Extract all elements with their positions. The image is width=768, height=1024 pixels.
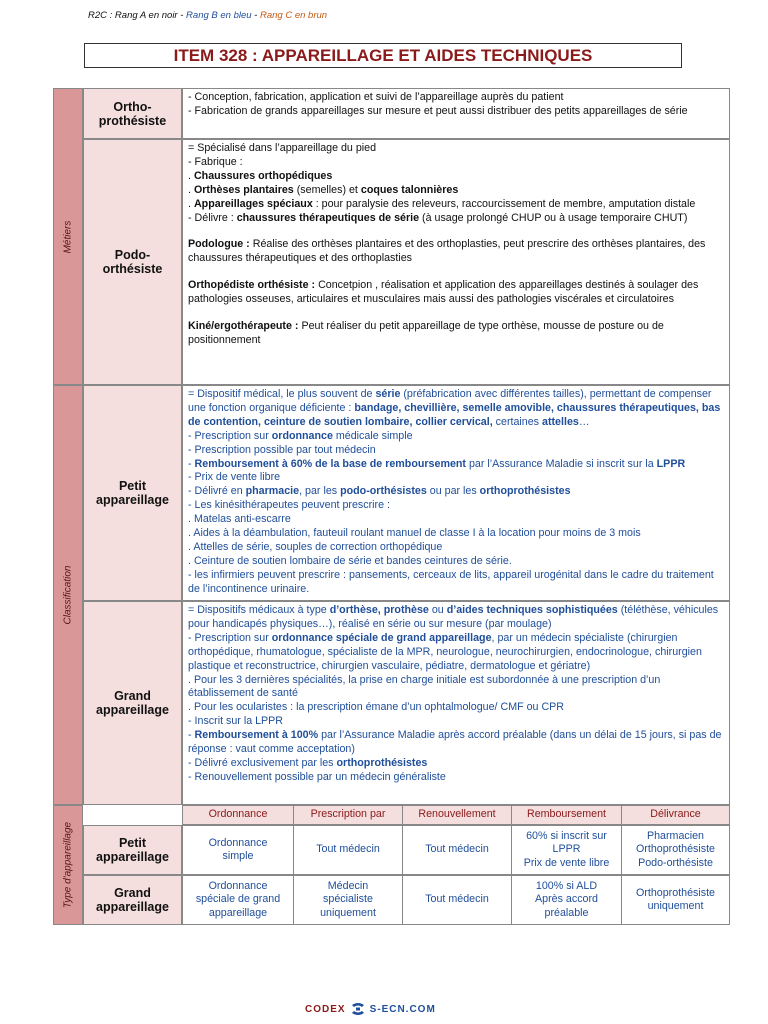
- table-row: Ordonnance simple Tout médecin Tout médecin 60% si inscrit sur LPPR Prix de vente libre Pharmacien Orthoprothésiste Podo-orthésiste: [182, 825, 730, 875]
- table-header: [182, 805, 730, 825]
- table-row: Ordonnance spéciale de grand appareillage Médecin spécialiste uniquement Tout médecin 100% si ALD Après accord préalable Orthoprothésiste uniquement: [182, 875, 730, 925]
- footer-logo: [305, 1002, 436, 1016]
- table-row-label-petit: Petit appareillage: [83, 825, 182, 875]
- row-label-grand: Grand appareillage: [83, 601, 182, 805]
- side-band-type: Type d'appareillage: [53, 805, 83, 925]
- legend-black: R2C : Rang A en noir: [88, 10, 178, 21]
- s-ecn-logo-icon: [350, 1002, 366, 1016]
- table-row-label-grand: Grand appareillage: [83, 875, 182, 925]
- podo-content: = Spécialisé dans l’appareillage du pied - Fabrique : . Chaussures orthopédiques . Orthèses plantaires (semelles) et coques talonnières . Appareillages spéciaux : pour paralysie des releveurs, raccourcissement de membre, amputation distale - Délivre : chaussures thérapeutiques de série (à usage prolongé CHUP ou à usage temporaire CHUT) Podologue : Réalise des orthèses plantaires et des orthoplasties, peut prescrire des orthèses plantaires, des chaussures thérapeutiques et des orthoplasties Orthopédiste orthésiste : Concetpion , réalisation et application des appareillages destinés à soulager des pathologies osseuses, articulaires et musculaires mais aussi des pathologies viscérales et circulatoires Kiné/ergothérapeute : Peut réaliser du petit appareillage de type orthèse, mousse de posture ou de positionnement: [182, 139, 730, 385]
- grand-content: = Dispositifs médicaux à type d’orthèse, prothèse ou d’aides techniques sophistiquées (téléthèse, véhicules pour handicapés physiques…), réalisé en série ou sur mesure (par moulage) - Prescription sur ordonnance spéciale de grand appareillage, par un médecin spécialiste (chirurgien orthopédique, rhumatologue, spécialiste de la MPR, neurologue, neurochirurgien, endocrinologue, chirurgien plastique et reconstructrice, chirurgien vasculaire, pédiatre, dermatologue et gériatre) . Pour les 3 dernières spécialités, la prise en charge initiale est subordonnée à une prescription d’un établissement de santé . Pour les ocularistes : la prescription émane d’un ophtalmologue/ CMF ou CPR - Inscrit sur la LPPR - Remboursement à 100% par l’Assurance Maladie après accord préalable (dans un délai de 15 jours, si pas de réponse : vaut comme acceptation) - Délivré exclusivement par les orthoprothésistes - Renouvellement possible par un médecin généraliste: [182, 601, 730, 805]
- legend-brown: Rang C en brun: [260, 10, 328, 21]
- row-label-petit: Petit appareillage: [83, 385, 182, 601]
- ortho-content: - Conception, fabrication, application et suivi de l’appareillage auprès du patient - Fabrication de grands appareillages sur mesure et peut aussi distribuer des petits appareillages de série: [182, 88, 730, 139]
- legend-blue: Rang B en bleu: [186, 10, 252, 21]
- header-remboursement: Remboursement: [511, 806, 621, 824]
- row-label-podo: Podo- orthésiste: [83, 139, 182, 385]
- side-band-metiers: Métiers: [53, 88, 83, 385]
- row-label-ortho: Ortho- prothésiste: [83, 88, 182, 139]
- secn-logo-text: S-ECN.COM: [369, 1003, 436, 1015]
- page-title: ITEM 328 : APPAREILLAGE ET AIDES TECHNIQUES: [84, 43, 682, 68]
- codex-logo-text: CODEX: [305, 1003, 346, 1015]
- header-prescription: Prescription par: [293, 806, 402, 824]
- header-ordonnance: Ordonnance: [183, 806, 293, 824]
- header-delivrance: Délivrance: [621, 806, 729, 824]
- header-renouvellement: Renouvellement: [402, 806, 511, 824]
- rank-legend: R2C : Rang A en noir - Rang B en bleu - Rang C en brun: [88, 10, 328, 21]
- side-band-classification: Classification: [53, 385, 83, 805]
- petit-content: = Dispositif médical, le plus souvent de série (préfabrication avec différentes tailles), permettant de compenser une fonction organique déficiente : bandage, chevillière, semelle amovible, chaussures thérapeutiques, bas de contention, ceinture de soutien lombaire, collier cervical, certaines attelles… - Prescription sur ordonnance médicale simple - Prescription possible par tout médecin - Remboursement à 60% de la base de remboursement par l’Assurance Maladie si inscrit sur la LPPR - Prix de vente libre - Délivré en pharmacie, par les podo-orthésistes ou par les orthoprothésistes - Les kinésithérapeutes peuvent prescrire : . Matelas anti-escarre . Aides à la déambulation, fauteuil roulant manuel de classe I à la location pour moins de 3 mois . Attelles de série, souples de correction orthopédique . Ceinture de soutien lombaire de série et bandes ceintures de série. - les infirmiers peuvent prescrire : pansements, cerceaux de lits, appareil urogénital dans le cadre du traitement de l’incontinence urinaire.: [182, 385, 730, 601]
